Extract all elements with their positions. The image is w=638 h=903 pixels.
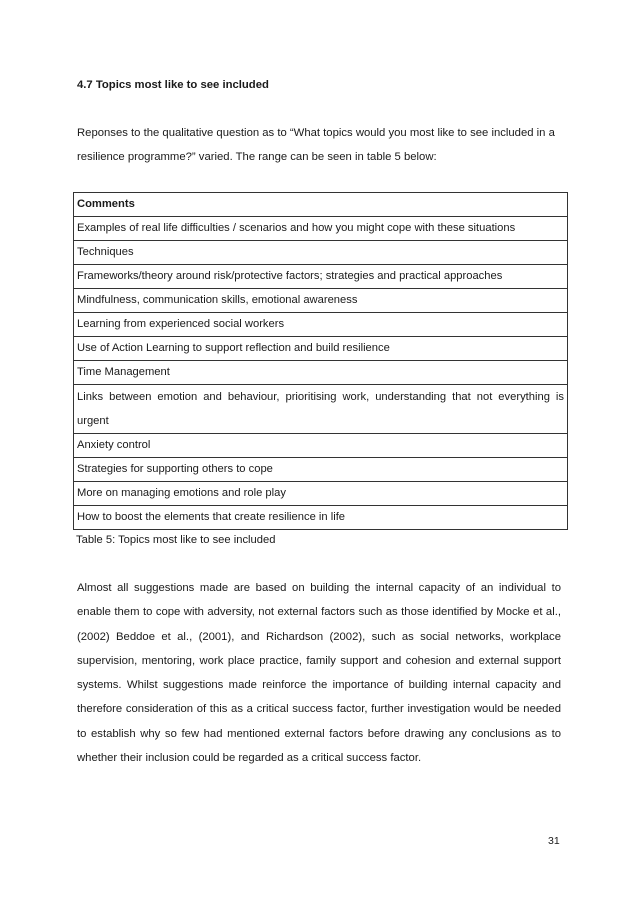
table-row xyxy=(74,434,568,458)
table-row xyxy=(74,482,568,506)
table-row xyxy=(74,265,568,289)
table-cell: Learning from experienced social workers xyxy=(74,313,568,337)
table-cell: Anxiety control xyxy=(74,434,568,458)
table-cell: Time Management xyxy=(74,361,568,385)
section-heading: 4.7 Topics most like to see included xyxy=(77,79,269,91)
table-header-row xyxy=(74,193,568,217)
table-row xyxy=(74,506,568,530)
table-cell: How to boost the elements that create resilience in life xyxy=(74,506,568,530)
table-row xyxy=(74,385,568,434)
table-row xyxy=(74,361,568,385)
intro-paragraph xyxy=(77,121,567,169)
table-cell: Examples of real life difficulties / scenarios and how you might cope with these situations xyxy=(74,217,568,241)
page-number: 31 xyxy=(548,835,560,847)
intro-text: Reponses to the qualitative question as to “What topics would you most like to see included in a resilience programme?” varied. The range can be seen in table 5 below: xyxy=(77,127,555,163)
table-cell: Strategies for supporting others to cope xyxy=(74,458,568,482)
table-cell: Frameworks/theory around risk/protective factors; strategies and practical approaches xyxy=(74,265,568,289)
table-row xyxy=(74,458,568,482)
table-cell: Links between emotion and behaviour, prioritising work, understanding that not everything is urgent xyxy=(74,385,568,434)
table-row xyxy=(74,313,568,337)
table-row xyxy=(74,337,568,361)
table-row xyxy=(74,217,568,241)
table-cell: Use of Action Learning to support reflection and build resilience xyxy=(74,337,568,361)
table-header-comments: Comments xyxy=(74,193,568,217)
body-paragraph xyxy=(77,576,561,770)
table-caption: Table 5: Topics most like to see included xyxy=(76,534,276,546)
body-text: Almost all suggestions made are based on building the internal capacity of an individual to enable them to cope with adversity, not external factors such as those identified by Mocke et al., (2002) Beddoe et al., (2001), and Richardson (2002), such as social networks, workplace supervision, mentoring, work place practice, family support and cohesion and external support systems. Whilst suggestions made reinforce the importance of building internal capacity and therefore consideration of this as a critical success factor, further investigation would be needed to establish why so few had mentioned external factors before drawing any conclusions as to whether their inclusion could be regarded as a critical success factor. xyxy=(77,582,561,765)
table-row xyxy=(74,289,568,313)
table-row xyxy=(74,241,568,265)
table-cell: More on managing emotions and role play xyxy=(74,482,568,506)
topics-table xyxy=(73,192,568,530)
table-cell: Techniques xyxy=(74,241,568,265)
table-cell: Mindfulness, communication skills, emotional awareness xyxy=(74,289,568,313)
